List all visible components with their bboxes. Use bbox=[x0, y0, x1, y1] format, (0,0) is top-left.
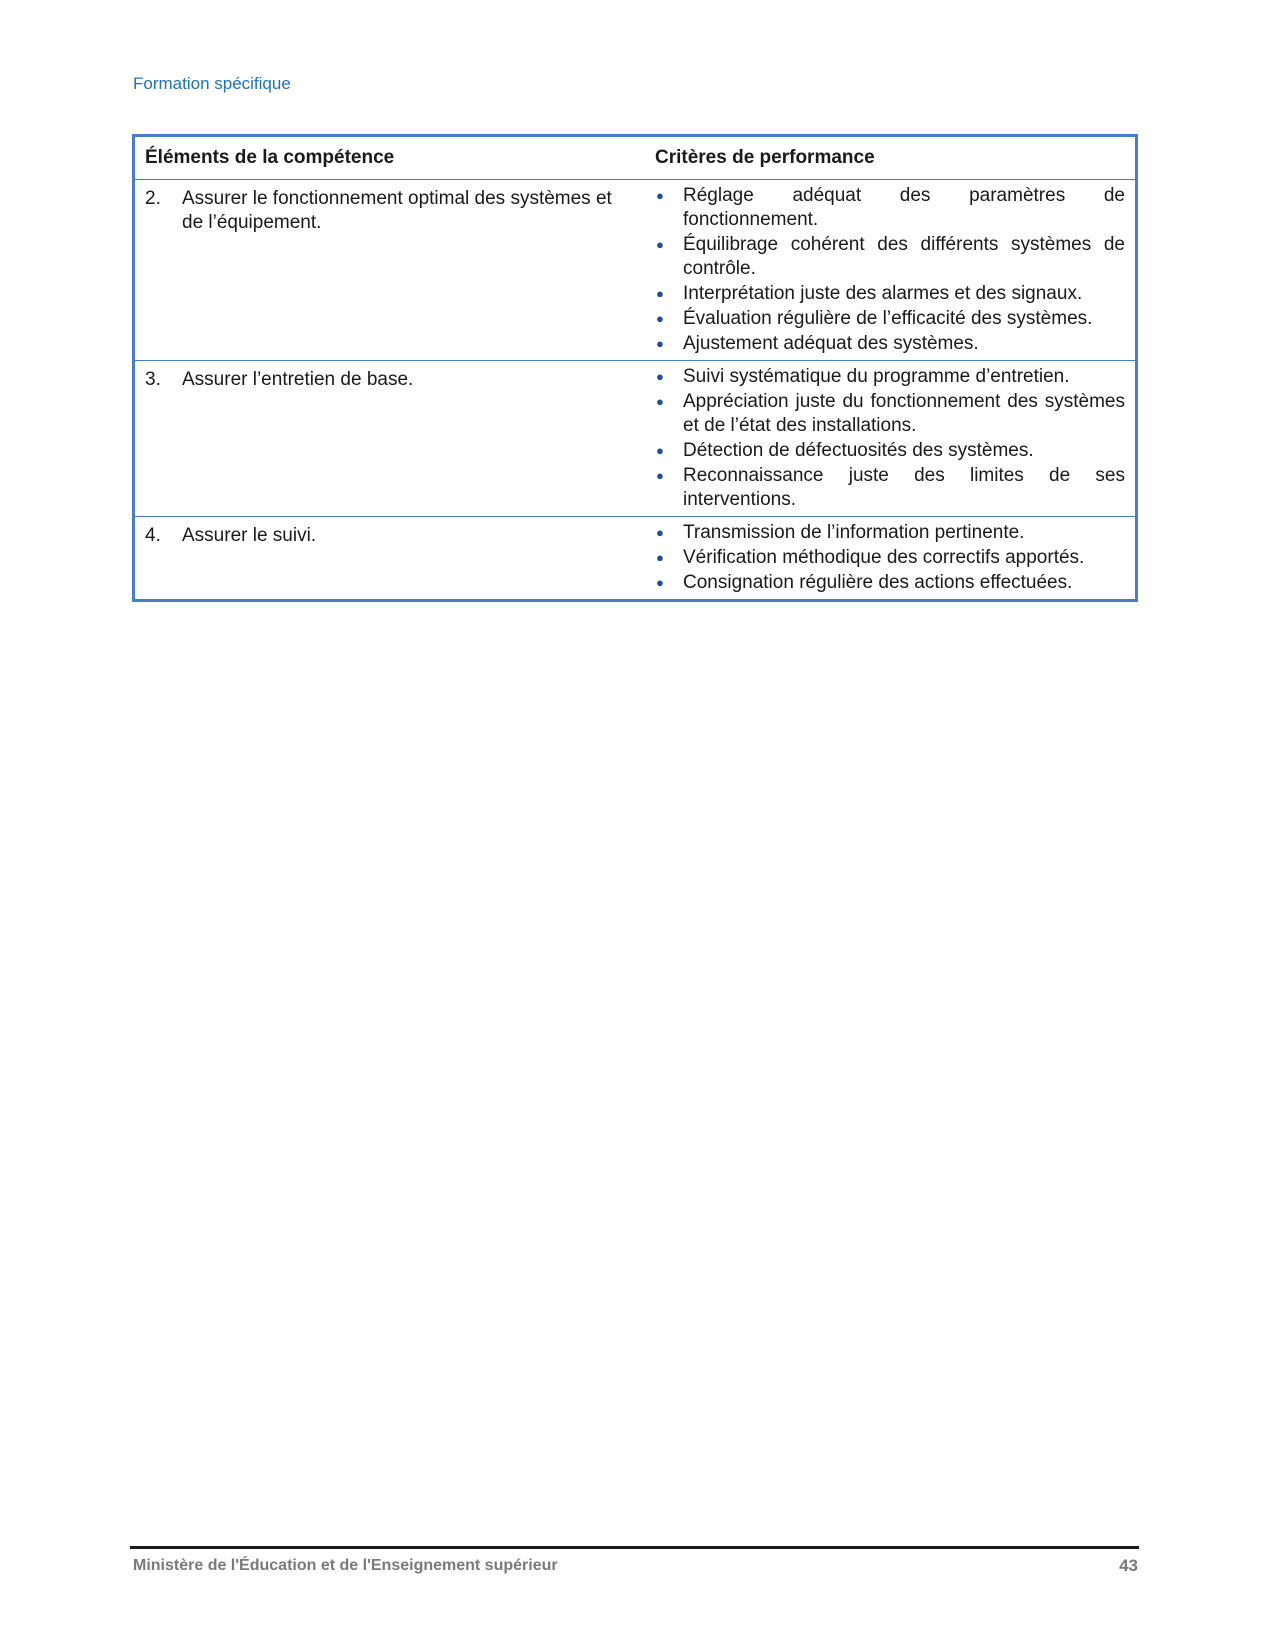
criteria-cell bbox=[645, 361, 1137, 517]
bullet-icon: ● bbox=[656, 394, 664, 409]
footer-organization: Ministère de l'Éducation et de l'Enseignement supérieur bbox=[133, 1557, 558, 1574]
criteria-cell bbox=[645, 180, 1137, 361]
criterion-item bbox=[645, 365, 1125, 389]
criterion-text: Réglage adéquat des paramètres de fonctionnement. bbox=[683, 185, 1125, 230]
table-row bbox=[134, 517, 1137, 601]
bullet-icon: ● bbox=[656, 468, 664, 483]
criteria-list bbox=[645, 365, 1125, 512]
criterion-text: Consignation régulière des actions effectuées. bbox=[683, 572, 1073, 593]
table-row bbox=[134, 361, 1137, 517]
criterion-text: Reconnaissance juste des limites de ses interventions. bbox=[683, 465, 1125, 510]
criterion-item bbox=[645, 571, 1125, 595]
criterion-item bbox=[645, 546, 1125, 570]
criterion-text: Détection de défectuosités des systèmes. bbox=[683, 440, 1034, 461]
bullet-icon: ● bbox=[656, 443, 664, 458]
table-row bbox=[134, 180, 1137, 361]
bullet-icon: ● bbox=[656, 188, 664, 203]
footer-divider bbox=[130, 1546, 1139, 1549]
criteria-list bbox=[645, 184, 1125, 356]
bullet-icon: ● bbox=[656, 369, 664, 384]
element-number: 2. bbox=[145, 188, 161, 209]
bullet-icon: ● bbox=[656, 286, 664, 301]
criterion-item bbox=[645, 332, 1125, 356]
criteria-cell bbox=[645, 517, 1137, 601]
element-cell bbox=[134, 517, 646, 601]
element-text: Assurer le suivi. bbox=[182, 525, 317, 546]
criterion-text: Transmission de l’information pertinente. bbox=[683, 522, 1025, 543]
page-number: 43 bbox=[1119, 1556, 1138, 1575]
criterion-item bbox=[645, 521, 1125, 545]
criterion-item bbox=[645, 439, 1125, 463]
element-cell bbox=[134, 361, 646, 517]
column-header-elements: Éléments de la compétence bbox=[134, 136, 646, 180]
criterion-text: Appréciation juste du fonctionnement des systèmes et de l’état des installations. bbox=[683, 391, 1125, 436]
criterion-text: Évaluation régulière de l’efficacité des systèmes. bbox=[683, 308, 1093, 329]
criterion-item bbox=[645, 307, 1125, 331]
criterion-text: Ajustement adéquat des systèmes. bbox=[683, 333, 979, 354]
criteria-list bbox=[645, 521, 1125, 595]
element-text: Assurer l’entretien de base. bbox=[182, 369, 414, 390]
bullet-icon: ● bbox=[656, 336, 664, 351]
element-text: Assurer le fonctionnement optimal des systèmes et de l’équipement. bbox=[182, 188, 612, 233]
element-cell bbox=[134, 180, 646, 361]
bullet-icon: ● bbox=[656, 575, 664, 590]
criterion-text: Équilibrage cohérent des différents systèmes de contrôle. bbox=[683, 234, 1125, 279]
running-header: Formation spécifique bbox=[133, 74, 291, 93]
bullet-icon: ● bbox=[656, 237, 664, 252]
bullet-icon: ● bbox=[656, 311, 664, 326]
column-header-criteria: Critères de performance bbox=[645, 136, 1137, 180]
bullet-icon: ● bbox=[656, 550, 664, 565]
table-header-row bbox=[134, 136, 1137, 180]
criterion-item bbox=[645, 184, 1125, 232]
criterion-item bbox=[645, 464, 1125, 512]
criterion-text: Vérification méthodique des correctifs apportés. bbox=[683, 547, 1085, 568]
criterion-item bbox=[645, 390, 1125, 438]
criterion-text: Interprétation juste des alarmes et des signaux. bbox=[683, 283, 1083, 304]
criterion-text: Suivi systématique du programme d’entretien. bbox=[683, 366, 1070, 387]
element-number: 3. bbox=[145, 369, 161, 390]
element-number: 4. bbox=[145, 525, 161, 546]
criterion-item bbox=[645, 233, 1125, 281]
competence-table bbox=[132, 134, 1138, 602]
criterion-item bbox=[645, 282, 1125, 306]
bullet-icon: ● bbox=[656, 525, 664, 540]
